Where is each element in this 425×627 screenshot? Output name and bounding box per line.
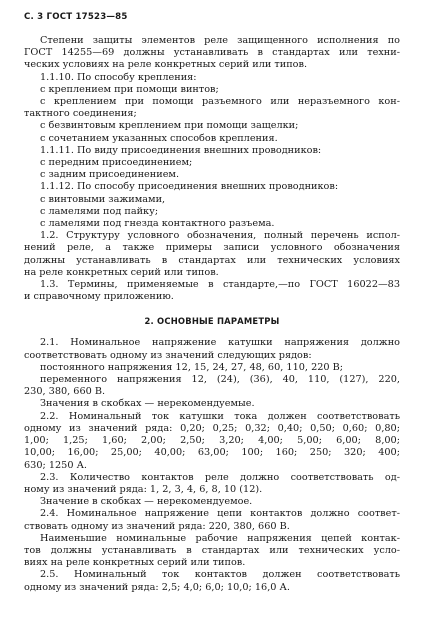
text-line: 630; 1250 А.: [24, 459, 87, 471]
paragraph: [24, 218, 400, 230]
paragraph: [24, 508, 400, 532]
text-line: нений реле, а также примеры записи условного обозначения: [24, 242, 400, 254]
paragraph: [24, 72, 400, 84]
paragraph: [24, 157, 400, 169]
text-line: постоянного напряжения 12, 15, 24, 27, 48, 60, 110, 220 В;: [40, 361, 344, 373]
paragraph: [24, 472, 400, 496]
paragraph: [24, 374, 400, 398]
text-line: Наименьшие номинальные рабочие напряжения цепей контак-: [40, 532, 400, 544]
text-line: тактного соединения;: [24, 108, 137, 120]
text-line: 2.3. Количество контактов реле должно соответствовать од-: [40, 471, 400, 483]
paragraph: [24, 496, 400, 508]
paragraph: [24, 120, 400, 132]
paragraph: [24, 181, 400, 193]
text-line: и справочному приложению.: [24, 291, 174, 303]
paragraph: [24, 337, 400, 361]
section-1-continuation: [24, 35, 400, 303]
text-line: Значения в скобках — нерекомендуемые.: [40, 398, 255, 410]
text-line: с задним присоединением.: [40, 169, 180, 181]
text-line: 1.1.10. По способу крепления:: [40, 71, 197, 83]
text-line: Значение в скобках — нерекомендуемое.: [40, 496, 253, 508]
text-line: с передним присоединением;: [40, 157, 193, 169]
text-line: с ламелями под гнезда контактного разъема.: [40, 218, 275, 230]
section-title: 2. ОСНОВНЫЕ ПАРАМЕТРЫ: [144, 316, 280, 327]
text-line: 1.3. Термины, применяемые в стандарте,—по ГОСТ 16022—83: [40, 279, 400, 291]
text-line: ствовать одному из значений ряда: 220, 380, 660 В.: [24, 520, 290, 532]
text-line: 1.2. Структуру условного обозначения, полный перечень испол-: [40, 230, 400, 242]
document-page: [24, 12, 400, 594]
text-line: ГОСТ 14255—69 должны устанавливать в стандартах или техни-: [24, 47, 400, 59]
text-line: 2.2. Номинальный ток катушки тока должен соответствовать: [40, 410, 400, 422]
paragraph: [24, 84, 400, 96]
paragraph: [24, 96, 400, 120]
text-line: с креплением при помощи разъемного или неразъемного кон-: [40, 96, 400, 108]
text-line: с безвинтовым креплением при помощи защелки;: [40, 120, 299, 132]
paragraph: [24, 194, 400, 206]
text-line: на реле конкретных серий или типов.: [24, 266, 219, 278]
paragraph: [24, 206, 400, 218]
text-line: 1.1.11. По виду присоединения внешних проводников:: [40, 144, 322, 156]
text-line: 1.1.12. По способу присоединения внешних проводников:: [40, 181, 339, 193]
section-2-body: [24, 337, 400, 593]
paragraph: [24, 279, 400, 303]
text-line: одному из значений ряда: 2,5; 4,0; 6,0; 10,0; 16,0 А.: [24, 581, 290, 593]
paragraph: [24, 533, 400, 570]
text-line: 2.4. Номинальное напряжение цепи контактов должно соответ-: [40, 508, 400, 520]
text-line: тов должны устанавливать в стандартах или технических усло-: [24, 544, 400, 556]
page-header: С. 3 ГОСТ 17523—85: [24, 12, 128, 22]
paragraph: [24, 35, 400, 72]
text-line: с сочетанием указанных способов крепления.: [40, 132, 278, 144]
text-line: соответствовать одному из значений следующих рядов:: [24, 349, 312, 361]
text-line: Степени защиты элементов реле защищенного исполнения по: [40, 35, 400, 46]
text-line: ческих условиях на реле конкретных серий или типов.: [24, 59, 308, 71]
text-line: 2.1. Номинальное напряжение катушки напряжения должно: [40, 337, 400, 349]
text-line: с ламелями под пайку;: [40, 205, 159, 217]
text-line: одному из значений ряда: 0,20; 0,25; 0,32; 0,40; 0,50; 0,60; 0,80;: [24, 422, 400, 434]
text-line: 1,00; 1,25; 1,60; 2,00; 2,50; 3,20; 4,00; 5,00; 6,00; 8,00;: [24, 435, 400, 447]
paragraph: [24, 169, 400, 181]
paragraph: [24, 133, 400, 145]
text-line: с винтовыми зажимами,: [40, 193, 166, 205]
paragraph: [24, 398, 400, 410]
text-line: с креплением при помощи винтов;: [40, 83, 219, 95]
text-line: 230, 380, 660 В.: [24, 386, 106, 398]
text-line: 10,00; 16,00; 25,00; 40,00; 63,00; 100; 160; 250; 320; 400;: [24, 447, 400, 459]
paragraph: [24, 362, 400, 374]
paragraph: [24, 411, 400, 472]
text-line: 2.5. Номинальный ток контактов должен соответствовать: [40, 569, 400, 581]
paragraph: [24, 230, 400, 279]
text-line: переменного напряжения 12, (24), (36), 40, 110, (127), 220,: [40, 374, 400, 386]
text-line: виях на реле конкретных серий или типов.: [24, 557, 246, 569]
paragraph: [24, 569, 400, 593]
paragraph: [24, 145, 400, 157]
text-line: должны устанавливать в стандартах или технических условиях: [24, 254, 400, 266]
text-line: ному из значений ряда: 1, 2, 3, 4, 6, 8, 10 (12).: [24, 483, 263, 495]
